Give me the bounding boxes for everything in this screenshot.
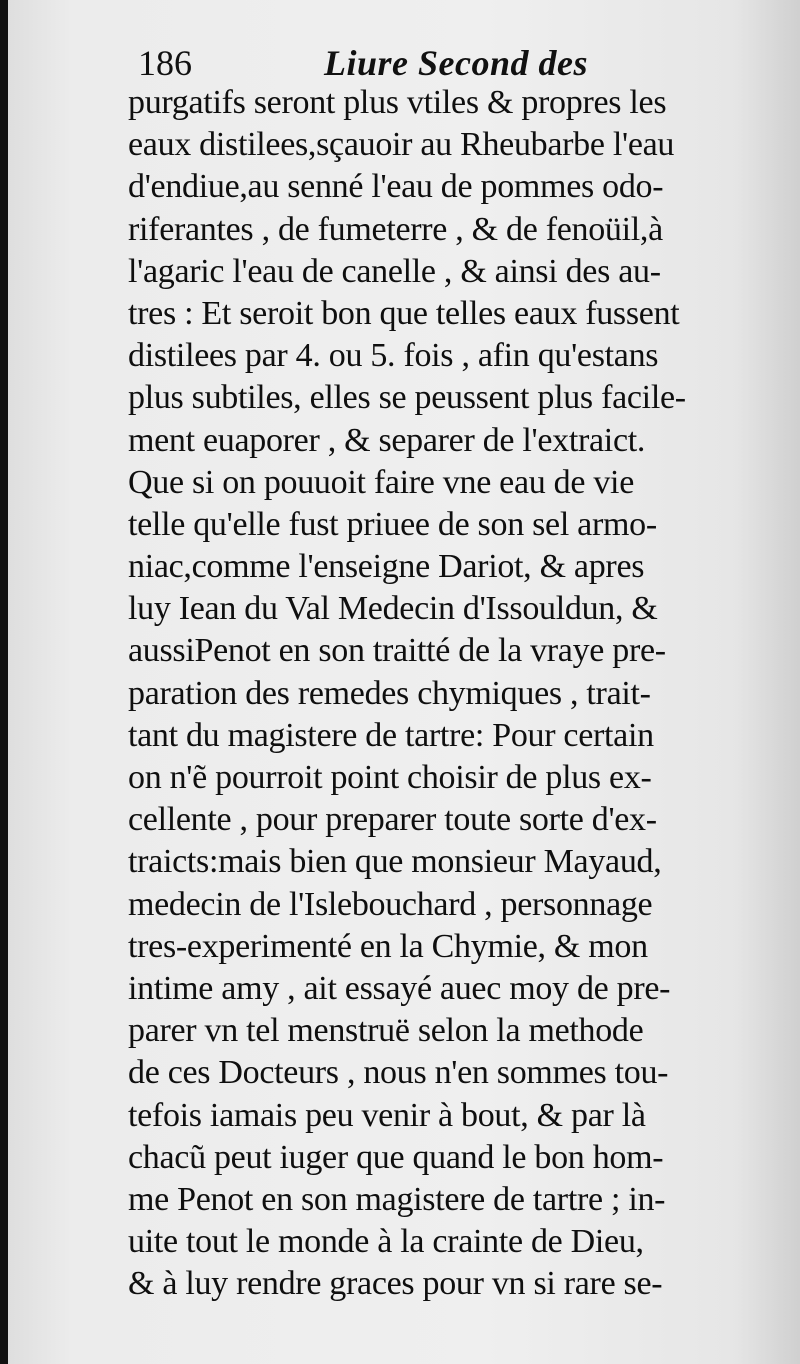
text-line: d'endiue,au senné l'eau de pommes odo- bbox=[128, 168, 664, 206]
text-line: luy Iean du Val Medecin d'Issouldun, & bbox=[128, 590, 658, 628]
text-line: parer vn tel menstruë selon la methode bbox=[128, 1012, 644, 1050]
text-line: intime amy , ait essayé auec moy de pre- bbox=[128, 969, 671, 1007]
text-line: aussiPenot en son traitté de la vraye pre- bbox=[128, 632, 666, 670]
text-line: medecin de l'Islebouchard , personnage bbox=[128, 885, 653, 923]
text-line: distilees par 4. ou 5. fois , afin qu'estans bbox=[128, 337, 659, 375]
text-line: plus subtiles, elles se peussent plus facile- bbox=[128, 379, 686, 417]
text-line: l'agaric l'eau de canelle , & ainsi des au- bbox=[128, 252, 661, 290]
text-line: Que si on pouuoit faire vne eau de vie bbox=[128, 463, 634, 501]
body-text bbox=[128, 82, 748, 1305]
text-line: telle qu'elle fust priuee de son sel armo- bbox=[128, 505, 657, 543]
text-line: on n'ẽ pourroit point choisir de plus ex- bbox=[128, 759, 652, 796]
running-title: Liure Second des bbox=[324, 43, 588, 83]
text-line: traicts:mais bien que monsieur Mayaud, bbox=[128, 843, 662, 881]
page-number: 186 bbox=[138, 43, 192, 83]
text-line: chacũ peut iuger que quand le bon hom- bbox=[128, 1138, 664, 1176]
text-line: eaux distilees,sçauoir au Rheubarbe l'eau bbox=[128, 126, 675, 164]
text-line: tant du magistere de tartre: Pour certain bbox=[128, 716, 654, 754]
text-line: paration des remedes chymiques , trait- bbox=[128, 674, 651, 712]
text-line: tefois iamais peu venir à bout, & par là bbox=[128, 1096, 646, 1134]
text-line: me Penot en son magistere de tartre ; in- bbox=[128, 1180, 666, 1218]
page-header bbox=[128, 40, 598, 86]
text-line: cellente , pour preparer toute sorte d'ex- bbox=[128, 801, 657, 839]
text-line: ment euaporer , & separer de l'extraict. bbox=[128, 421, 646, 459]
text-line: uite tout le monde à la crainte de Dieu, bbox=[128, 1223, 644, 1261]
text-line: tres-experimenté en la Chymie, & mon bbox=[128, 927, 648, 965]
binding-shadow bbox=[0, 0, 8, 1364]
text-line: de ces Docteurs , nous n'en sommes tou- bbox=[128, 1054, 669, 1092]
text-line: niac,comme l'enseigne Dariot, & apres bbox=[128, 548, 645, 586]
text-line: & à luy rendre graces pour vn si rare se- bbox=[128, 1265, 663, 1303]
text-line: purgatifs seront plus vtiles & propres les bbox=[128, 84, 667, 121]
text-line: riferantes , de fumeterre , & de fenoüil,à bbox=[128, 210, 663, 248]
text-line: tres : Et seroit bon que telles eaux fussent bbox=[128, 294, 680, 332]
